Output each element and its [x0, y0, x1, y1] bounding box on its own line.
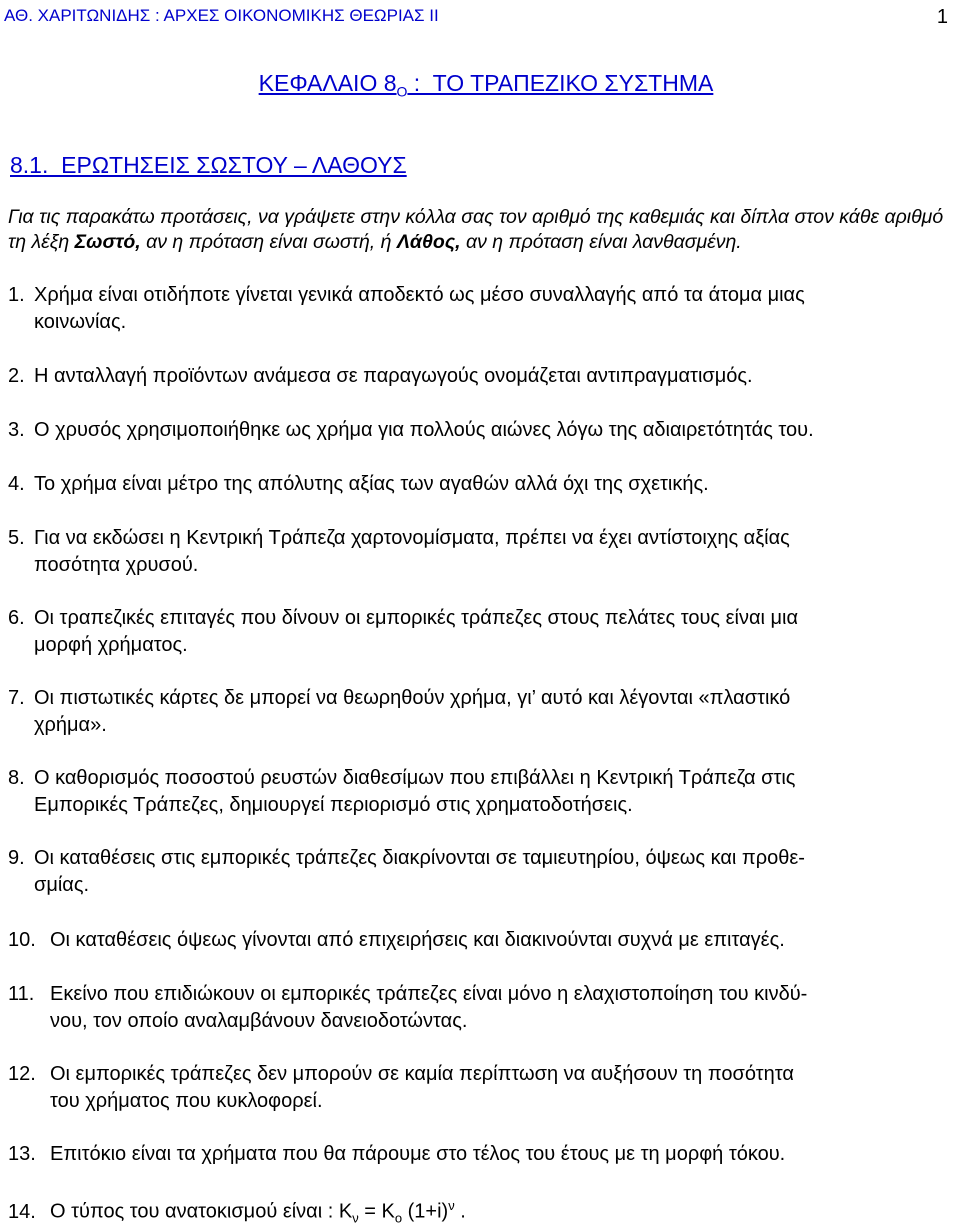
question-number: 4. — [8, 473, 25, 495]
question-item — [8, 417, 814, 444]
question-number: 1. — [8, 284, 25, 306]
question-item — [8, 845, 805, 899]
question-text: Οι πιστωτικές κάρτες δε μπορεί να θεωρηθούν χρήμα, γι’ αυτό και λέγονται «πλαστικό — [34, 687, 791, 709]
question-item — [8, 685, 790, 739]
question-number: 8. — [8, 767, 25, 789]
question-14: 14. Ο τύπος του ανατοκισμού είναι : $K_\nu = K_o$ $(1+i)^\nu$ . — [8, 1198, 466, 1226]
question-number: 14. — [8, 1200, 36, 1223]
question-text-continued: Εμπορικές Τράπεζες, δημιουργεί περιορισμό στις χρηματοδοτήσεις. — [34, 794, 633, 816]
question-text: Εκείνο που επιδιώκουν οι εμπορικές τράπεζες είναι μόνο η ελαχιστοποίηση του κινδύ- — [50, 983, 808, 1005]
question-text: Οι καταθέσεις όψεως γίνονται από επιχειρήσεις και διακινούνται συχνά με επιταγές. — [50, 929, 785, 951]
question-text: Οι καταθέσεις στις εμπορικές τράπεζες διακρίνονται σε ταμιευτηρίου, όψεως και προθε- — [34, 847, 805, 869]
question-number: 7. — [8, 687, 25, 709]
question-item — [8, 927, 785, 954]
question-number: 5. — [8, 527, 25, 549]
question-text: Οι τραπεζικές επιταγές που δίνουν οι εμπορικές τράπεζες στους πελάτες τους είναι μια — [34, 607, 799, 629]
instructions: Για τις παρακάτω προτάσεις, να γράψετε στην κόλλα σας τον αριθμό της καθεμιάς και δίπλα στον κάθε αριθμό τη λέξη Σωστό, αν η πρόταση είναι σωστή, ή Λάθος, αν η πρόταση είναι λανθασμένη. — [8, 206, 944, 253]
question-text-continued: μορφή χρήματος. — [34, 634, 188, 656]
question-text-continued: κοινωνίας. — [34, 311, 127, 333]
question-item — [8, 1141, 785, 1168]
question-text: Η ανταλλαγή προϊόντων ανάμεσα σε παραγωγούς ονομάζεται αντιπραγματισμός. — [34, 365, 753, 387]
question-item — [8, 1061, 794, 1115]
section-title: 8.1. ΕΡΩΤΗΣΕΙΣ ΣΩΣΤΟΥ – ΛΑΘΟΥΣ — [10, 152, 407, 178]
question-item — [8, 765, 795, 819]
question-text: Για να εκδώσει η Κεντρική Τράπεζα χαρτονομίσματα, πρέπει να έχει αντίστοιχης αξίας — [34, 527, 790, 549]
question-item — [8, 981, 807, 1035]
question-item — [8, 282, 805, 336]
chapter-title: ΚΕΦΑΛΑΙΟ $8_O$ : ΤΟ ΤΡΑΠΕΖΙΚΟ ΣΥΣΤΗΜΑ — [258, 70, 714, 100]
question-text: Χρήμα είναι οτιδήποτε γίνεται γενικά αποδεκτό ως μέσο συναλλαγής από τα άτομα μιας — [34, 284, 805, 306]
question-text-continued: του χρήματος που κυκλοφορεί. — [50, 1090, 323, 1112]
question-number: 3. — [8, 419, 25, 441]
question-text-continued: σμίας. — [34, 874, 90, 896]
question-text-continued: νου, τον οποίο αναλαμβάνουν δανειοδοτώντας. — [50, 1010, 468, 1032]
question-number: 10. — [8, 929, 36, 951]
question-text-continued: χρήμα». — [34, 714, 107, 736]
question-text-continued: ποσότητα χρυσού. — [34, 554, 199, 576]
running-header: ΑΘ. ΧΑΡΙΤΩΝΙΔΗΣ : ΑΡΧΕΣ ΟΙΚΟΝΟΜΙΚΗΣ ΘΕΩΡΙΑΣ ΙΙ — [4, 6, 439, 25]
question-number: 12. — [8, 1063, 36, 1085]
question-number: 6. — [8, 607, 25, 629]
question-number: 11. — [8, 983, 35, 1005]
question-number: 13. — [8, 1143, 36, 1165]
question-text: Οι εμπορικές τράπεζες δεν μπορούν σε καμία περίπτωση να αυξήσουν τη ποσότητα — [50, 1063, 794, 1085]
question-text: Ο καθορισμός ποσοστού ρευστών διαθεσίμων που επιβάλλει η Κεντρική Τράπεζα στις — [34, 767, 796, 789]
question-number: 9. — [8, 847, 25, 869]
question-item — [8, 363, 753, 390]
page-number: 1 — [936, 6, 948, 28]
question-item — [8, 605, 798, 659]
question-text: Το χρήμα είναι μέτρο της απόλυτης αξίας των αγαθών αλλά όχι της σχετικής. — [34, 473, 709, 495]
question-number: 2. — [8, 365, 25, 387]
question-item — [8, 525, 790, 579]
question-item — [8, 471, 709, 498]
question-text: Επιτόκιο είναι τα χρήματα που θα πάρουμε στο τέλος του έτους με τη μορφή τόκου. — [50, 1143, 786, 1165]
question-text: Ο χρυσός χρησιμοποιήθηκε ως χρήμα για πολλούς αιώνες λόγω της αδιαιρετότητάς του. — [34, 419, 814, 441]
